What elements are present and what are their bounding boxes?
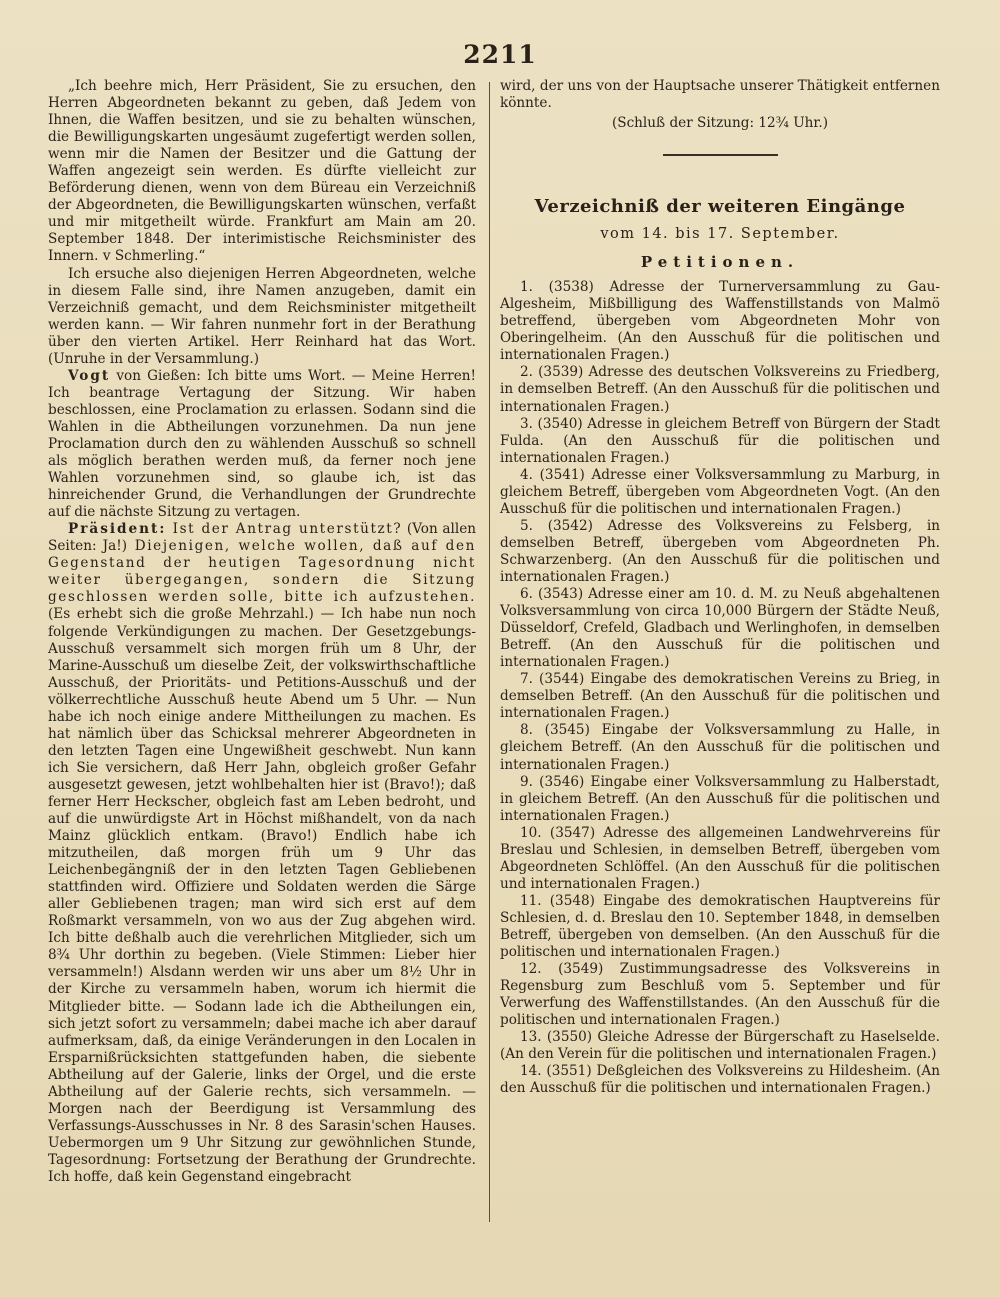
petitions-title: Petitionen. bbox=[640, 253, 800, 272]
petition-item: 14. (3551) Deßgleichen des Volksvereins zu Hildesheim. (An den Ausschuß für die politischen und internationalen Fragen.) bbox=[500, 1063, 940, 1097]
president-speech: (Es erhebt sich die große Mehrzahl.) — Ich habe nun noch folgende Verkündigungen zu machen. Der Gesetzgebungs-Ausschuß versammelt sich morgen früh um 8 Uhr, der Marine-Ausschuß um dieselbe Zeit, der volkswirthschaftliche Ausschuß, der Prioritäts- und Petitions-Ausschuß und der völkerrechtliche Ausschuß heute Abend um 5 Uhr. — Nun habe ich noch einige andere Mittheilungen zu machen. Es hat nämlich über das Schicksal mehrerer Abgeordneten in den letzten Tagen eine Ungewißheit geschwebt. Nun kann ich Sie versichern, daß Herr Jahn, obgleich großer Gefahr ausgesetzt gewesen, jetzt wohlbehalten hier ist (Bravo!); daß ferner Herr Heckscher, obgleich fast am Leben bedroht, und auf die unwürdigste Art in Höchst mißhandelt, von da nach Mainz glücklich entkam. (Bravo!) Endlich habe ich mitzutheilen, daß morgen früh um 9 Uhr das Leichenbegängniß der in den letzten Tagen Gebliebenen stattfinden wird. Offiziere und Soldaten werden die Särge aller Gebliebenen tragen; man wird sich erst auf dem Roßmarkt versammeln, von wo aus der Zug abgehen wird. Ich bitte deßhalb auch die verehrlichen Mitglieder, sich um 8¾ Uhr dorthin zu begeben. (Viele Stimmen: Lieber hier versammeln!) Alsdann werden wir uns aber um 8½ Uhr in der Kirche zu versammeln haben, worum ich hiermit die Mitglieder bitte. — Sodann lade ich die Abtheilungen ein, sich jetzt sofort zu versammeln; dabei mache ich aber darauf aufmerksam, daß, da einige Veränderungen in den Localen in Ersparnißrücksichten stattgefunden haben, die siebente Abtheilung auf der Galerie, links der Orgel, und die erste Abtheilung auf der Galerie rechts, sich versammeln. — Morgen nach der Beerdigung ist Versammlung des Verfassungs-Ausschusses in Nr. 8 des Sarasin'schen Hauses. Uebermorgen um 9 Uhr Sitzung zur gewöhnlichen Stunde, Tagesordnung: Fortsetzung der Berathung der Grundrechte. Ich hoffe, daß kein Gegenstand eingebracht bbox=[48, 606, 476, 1185]
session-closing: (Schluß der Sitzung: 12¾ Uhr.) bbox=[611, 115, 829, 132]
listing-date-range: vom 14. bis 17. September. bbox=[600, 226, 840, 243]
section-rule bbox=[663, 154, 778, 156]
continuation-text: wird, der uns von der Hauptsache unserer Thätigkeit entfernen könnte. bbox=[500, 78, 940, 112]
petition-item: 7. (3544) Eingabe des demokratischen Vereins zu Brieg, in demselben Betreff. (An den Ausschuß für die politischen und internationalen Fragen.) bbox=[500, 671, 940, 722]
petition-item: 4. (3541) Adresse einer Volksversammlung zu Marburg, in gleichem Betreff, übergeben vom Abgeordneten Vogt. (An den Ausschuß für die politischen und internationalen Fragen.) bbox=[500, 466, 940, 517]
speaker-vogt: Vogt bbox=[68, 367, 111, 384]
petition-item: 8. (3545) Eingabe der Volksversammlung zu Halle, in gleichem Betreff. (An den Ausschuß für die politischen und internationalen Fragen.) bbox=[500, 722, 940, 773]
paragraph-president-remarks: Ich ersuche also diejenigen Herren Abgeordneten, welche in diesem Falle sind, ihre Namen anzugeben, damit ein Verzeichniß gemacht, und dem Reichsminister mitgetheilt werden kann. — Wir fahren nunmehr fort in der Berathung über den vierten Artikel. Herr Reinhard hat das Wort. (Unruhe in der Versammlung.) bbox=[48, 265, 476, 367]
president-response: (Von allen Seiten: Ja!) bbox=[48, 521, 476, 555]
column-divider bbox=[489, 82, 490, 1222]
petition-item: 1. (3538) Adresse der Turnerversammlung zu Gau-Algesheim, Mißbilligung des Waffenstillstands von Malmö betreffend, übergeben vom Abgeordneten Mohr von Oberingelheim. (An den Ausschuß für die politischen und internationalen Fragen.) bbox=[500, 279, 940, 364]
right-column bbox=[500, 78, 940, 1097]
petition-item: 2. (3539) Adresse des deutschen Volksvereins zu Friedberg, in demselben Betreff. (An den Ausschuß für die politischen und internationalen Fragen.) bbox=[500, 364, 940, 415]
petition-item: 12. (3549) Zustimmungsadresse des Volksvereins in Regensburg zum Beschluß vom 5. September und für Verwerfung des Waffenstillstandes. (An den Ausschuß für die politischen und internationalen Fragen.) bbox=[500, 961, 940, 1029]
left-column bbox=[48, 78, 476, 1186]
petition-item: 6. (3543) Adresse einer am 10. d. M. zu Neuß abgehaltenen Volksversammlung von circa 10,000 Bürgern der Städte Neuß, Düsseldorf, Crefeld, Gladbach und Werlinghofen, in demselben Betreff. (An den Ausschuß für die politischen und internationalen Fragen.) bbox=[500, 586, 940, 671]
paragraph-letter: „Ich beehre mich, Herr Präsident, Sie zu ersuchen, den Herren Abgeordneten bekannt zu geben, daß Jedem von Ihnen, die Waffen besitzen, und sie zu behalten wünschen, die Bewilligungskarten ungesäumt zugefertigt werden sollen, wenn mir die Namen der Besitzer und die Gattung der Waffen angezeigt sein werden. Es dürfte vielleicht zur Beförderung dienen, wenn von dem Büreau ein Verzeichniß der Abgeordneten, die Bewilligungskarten wünschen, verfaßt und mir mitgetheilt würde. Frankfurt am Main am 20. September 1848. Der interimistische Reichsminister des Innern. v Schmerling.“ bbox=[48, 78, 476, 265]
petition-item: 9. (3546) Eingabe einer Volksversammlung zu Halberstadt, in gleichem Betreff. (An den Ausschuß für die politischen und internationalen Fragen.) bbox=[500, 773, 940, 824]
president-question: Ist der Antrag unterstützt? bbox=[166, 521, 403, 538]
petition-item: 10. (3547) Adresse des allgemeinen Landwehrvereins für Breslau und Schlesien, in demselben Betreff, übergeben vom Abgeordneten Schlöffel. (An den Ausschuß für die politischen und internationalen Fragen.) bbox=[500, 824, 940, 892]
vogt-speech: von Gießen: Ich bitte ums Wort. — Meine Herren! Ich beantrage Vertagung der Sitzung. Wir haben beschlossen, eine Proclamation zu erlassen. Sodann sind die Wahlen in die Abtheilungen vorzunehmen. Da nun jene Proclamation durch den zu wählenden Ausschuß so schnell als möglich berathen werden muß, da ferner noch jene Wahlen vorzunehmen sind, so glaube ich, ist das hinreichender Grund, die Verhandlungen der Grundrechte auf die nächste Sitzung zu vertagen. bbox=[48, 367, 476, 521]
paragraph-president bbox=[48, 521, 476, 1186]
petition-item: 13. (3550) Gleiche Adresse der Bürgerschaft zu Haselselde. (An den Verein für die politischen und internationalen Fragen.) bbox=[500, 1029, 940, 1063]
speaker-president: Präsident: bbox=[68, 521, 167, 538]
page-number: 2211 bbox=[463, 40, 537, 69]
petition-item: 3. (3540) Adresse in gleichem Betreff von Bürgern der Stadt Fulda. (An den Ausschuß für die politischen und internationalen Fragen.) bbox=[500, 415, 940, 466]
paragraph-vogt bbox=[48, 368, 476, 521]
petition-item: 5. (3542) Adresse des Volksvereins zu Felsberg, in demselben Betreff, übergeben vom Abgeordneten Ph. Schwarzenberg. (An den Ausschuß für die politischen und internationalen Fragen.) bbox=[500, 517, 940, 585]
listing-heading: Verzeichniß der weiteren Eingänge bbox=[534, 196, 906, 218]
petition-item: 11. (3548) Eingabe des demokratischen Hauptvereins für Schlesien, d. d. Breslau den 10. September 1848, in demselben Betreff, übergeben von demselben. (An den Ausschuß für die politischen und internationalen Fragen.) bbox=[500, 892, 940, 961]
president-motion: Diejenigen, welche wollen, daß auf den Gegenstand der heutigen Tagesordnung nicht weiter übergegangen, sondern die Sitzung geschlossen werden solle, bitte ich aufzustehen. bbox=[48, 538, 476, 606]
